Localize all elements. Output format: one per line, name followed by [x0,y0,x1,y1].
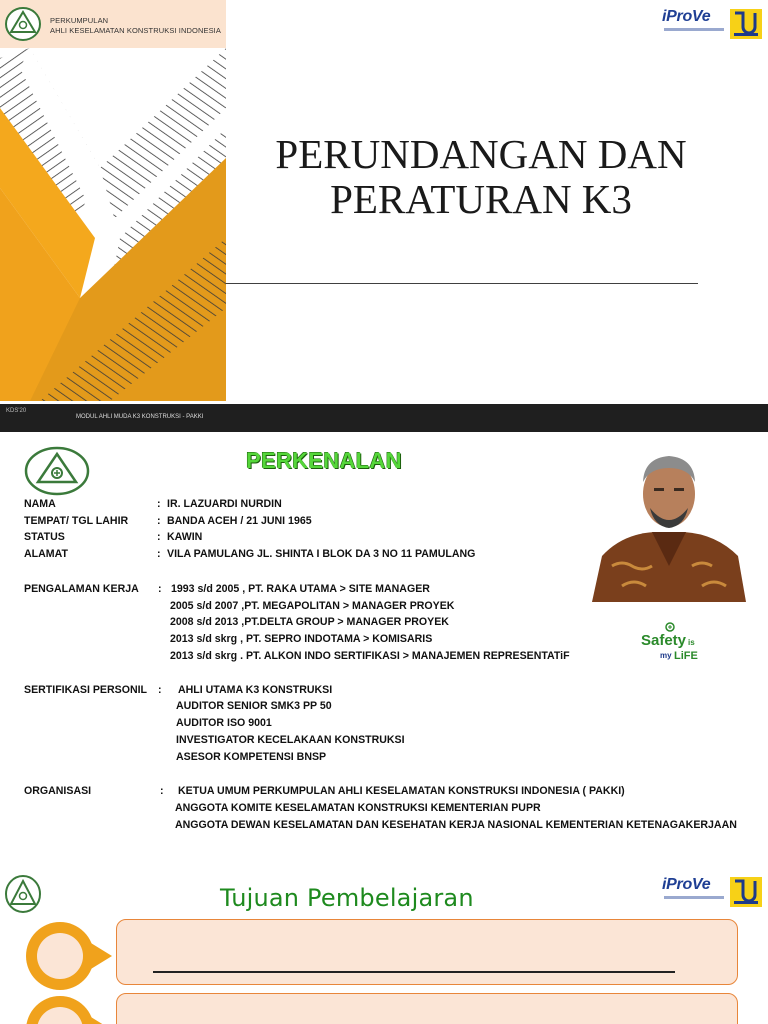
info-colon: : [158,684,162,696]
info-label: NAMA [24,498,56,510]
certification-item: AHLI UTAMA K3 KONSTRUKSI [178,684,333,696]
experience-item: 2013 s/d skrg . PT. ALKON INDO SERTIFIKASI > MANAJEMEN REPRESENTATiF [170,650,570,662]
title-line2: PERATURAN K3 [330,176,632,222]
info-label: STATUS [24,531,65,543]
experience-item: 1993 s/d 2005 , PT. RAKA UTAMA > SITE MANAGER [171,583,430,595]
bullet-circle-icon [16,994,116,1024]
title-slide [0,0,768,404]
experience-label: PENGALAMAN KERJA [24,583,139,595]
info-colon: : [158,583,162,595]
learning-objectives-slide [0,862,768,1024]
safety-is-my-life-logo [640,618,702,662]
pupr-logo-icon [730,9,762,39]
info-colon: : [157,498,161,510]
info-colon: : [157,515,161,527]
objective-box [116,993,738,1024]
info-value: BANDA ACEH / 21 JUNI 1965 [167,515,312,527]
iprove-tagline-bar [664,896,724,899]
slide-title: PERKENALAN [246,448,402,473]
pakki-logo-icon [24,446,90,496]
introduction-slide [0,432,768,840]
info-value: KAWIN [167,531,203,543]
safety-is: is [688,638,695,647]
safety-my: my [660,651,672,660]
iprove-logo [662,8,762,42]
experience-item: 2013 s/d skrg , PT. SEPRO INDOTAMA > KOMISARIS [170,633,433,645]
title-divider [226,283,698,284]
slide-footer-bar [0,404,768,432]
safety-life: LiFE [674,650,698,662]
safety-word: Safety [641,632,687,649]
org-header [0,0,226,48]
organization-item: ANGGOTA DEWAN KESELAMATAN DAN KESEHATAN KERJA NASIONAL KEMENTERIAN KETENAGAKERJAAN [175,819,737,831]
pakki-logo-icon [4,874,42,914]
pupr-logo-icon [730,877,762,907]
speaker-photo [592,446,746,602]
organization-item: ANGGOTA KOMITE KESELAMATAN KONSTRUKSI KEMENTERIAN PUPR [175,802,541,814]
objective-box [116,919,738,985]
iprove-logo [662,876,762,910]
presentation-title [262,132,700,222]
info-colon: : [157,548,161,560]
org-name-line2: AHLI KESELAMATAN KONSTRUKSI INDONESIA [50,26,221,35]
info-colon: : [160,785,164,797]
org-name-line1: PERKUMPULAN [50,16,109,25]
info-colon: : [157,531,161,543]
iprove-tagline-bar [664,28,724,31]
bullet-circle-icon [16,920,116,990]
info-value: IR. LAZUARDI NURDIN [167,498,282,510]
info-label: ALAMAT [24,548,68,560]
certification-item: INVESTIGATOR KECELAKAAN KONSTRUKSI [176,734,405,746]
certification-label: SERTIFIKASI PERSONIL [24,684,148,696]
info-label: TEMPAT/ TGL LAHIR [24,515,129,527]
certification-item: AUDITOR SENIOR SMK3 PP 50 [176,700,332,712]
organization-item: KETUA UMUM PERKUMPULAN AHLI KESELAMATAN KONSTRUKSI INDONESIA ( PAKKI) [178,785,625,797]
slide-title: Tujuan Pembelajaran [220,884,474,912]
organization-label: ORGANISASI [24,785,92,797]
iprove-wordmark: iProVe [662,8,711,25]
info-value: VILA PAMULANG JL. SHINTA I BLOK DA 3 NO 11 PAMULANG [167,548,476,560]
title-line1: PERUNDANGAN DAN [275,131,687,177]
certification-item: AUDITOR ISO 9001 [176,717,272,729]
experience-item: 2005 s/d 2007 ,PT. MEGAPOLITAN > MANAGER PROYEK [170,600,455,612]
footer-code: KDS'20 [6,408,27,414]
certification-item: ASESOR KOMPETENSI BNSP [176,751,327,763]
iprove-wordmark: iProVe [662,876,711,893]
pakki-logo-icon [5,6,41,42]
objective-underline [153,971,675,973]
org-name [50,16,221,36]
experience-item: 2008 s/d 2013 ,PT.DELTA GROUP > MANAGER PROYEK [170,616,449,628]
footer-module: MODUL AHLI MUDA K3 KONSTRUKSI - PAKKI [76,414,204,420]
decorative-stripes-art [0,48,226,401]
